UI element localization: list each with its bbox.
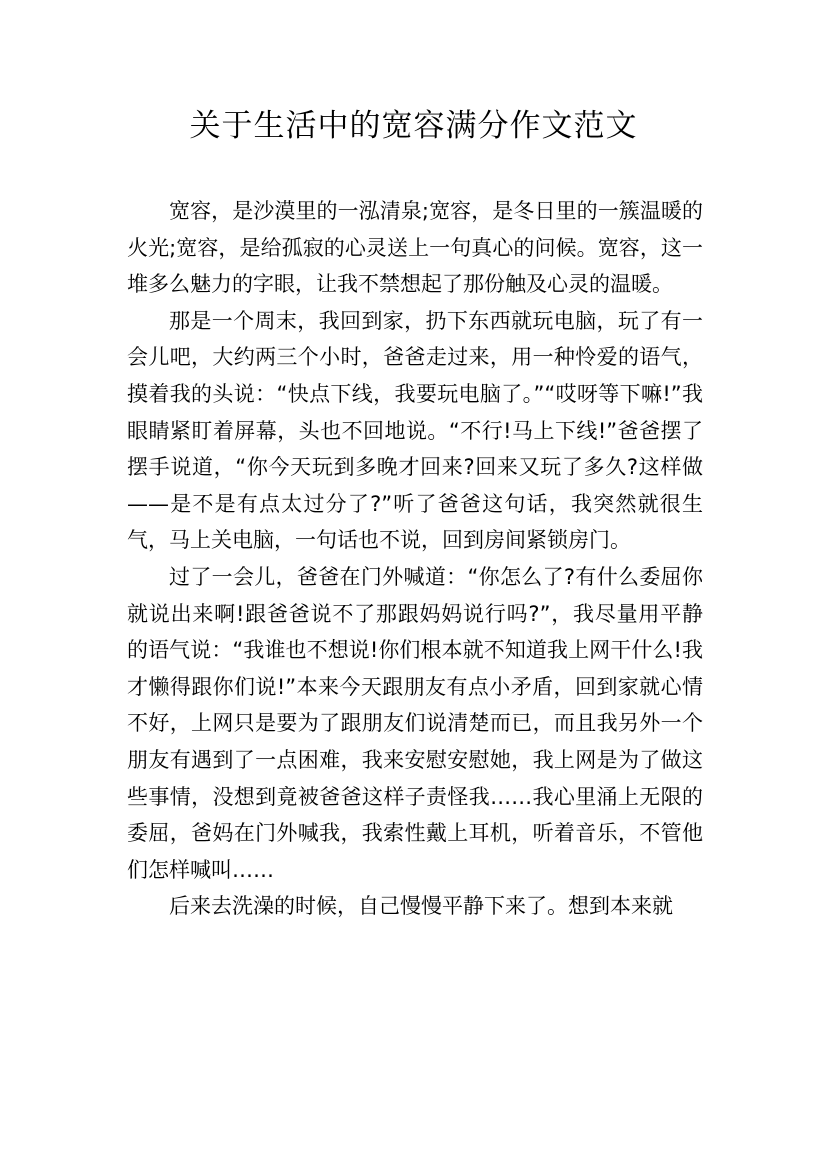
paragraph-1: 宽容，是沙漠里的一泓清泉;宽容，是冬日里的一簇温暖的火光;宽容，是给孤寂的心灵送上一句真心的问候。宽容，这一堆多么魅力的字眼，让我不禁想起了那份触及心灵的温暖。 bbox=[127, 199, 703, 297]
paragraph-4: 后来去洗澡的时候，自己慢慢平静下来了。想到本来就 bbox=[169, 894, 673, 919]
document-body bbox=[127, 193, 703, 925]
paragraph-3: 过了一会儿，爸爸在门外喊道：“你怎么了?有什么委屈你就说出来啊!跟爸爸说不了那跟妈妈说行吗?”，我尽量用平静的语气说：“我谁也不想说!你们根本就不知道我上网干什么!我才懒得跟你们说!”本来今天跟朋友有点小矛盾，回到家就心情不好，上网只是要为了跟朋友们说清楚而已，而且我另外一个朋友有遇到了一点困难，我来安慰安慰她，我上网是为了做这些事情，没想到竟被爸爸这样子责怪我……我心里涌上无限的委屈，爸妈在门外喊我，我索性戴上耳机，听着音乐，不管他们怎样喊叫…… bbox=[127, 564, 703, 882]
paragraph-2: 那是一个周末，我回到家，扔下东西就玩电脑，玩了有一会儿吧，大约两三个小时，爸爸走过来，用一种怜爱的语气，摸着我的头说：“快点下线，我要玩电脑了。”“哎呀等下嘛!”我眼睛紧盯着屏幕，头也不回地说。“不行!马上下线!”爸爸摆了摆手说道，“你今天玩到多晚才回来?回来又玩了多久?这样做——是不是有点太过分了?”听了爸爸这句话，我突然就很生气，马上关电脑，一句话也不说，回到房间紧锁房门。 bbox=[127, 308, 703, 553]
document-title: 关于生活中的宽容满分作文范文 bbox=[189, 108, 638, 144]
